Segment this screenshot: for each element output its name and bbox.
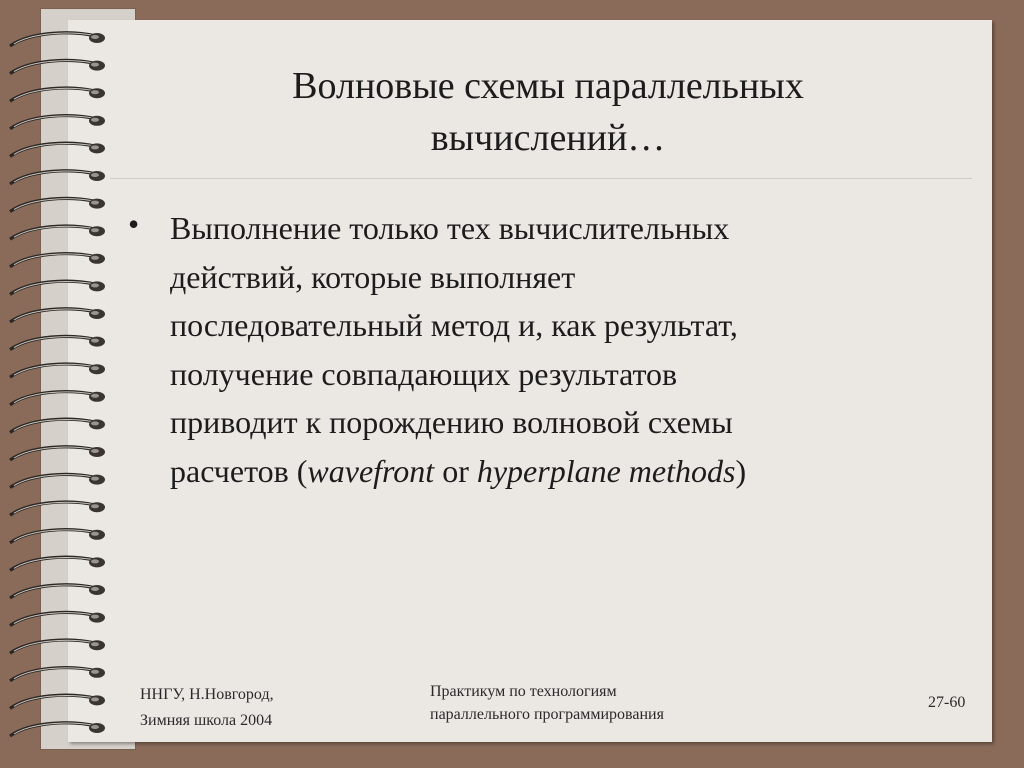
spiral-ring-icon (10, 226, 105, 239)
spiral-ring-icon (10, 640, 105, 653)
spiral-ring-icon (10, 309, 105, 322)
spiral-ring-icon (10, 116, 105, 129)
term-hyperplane-methods: hyperplane methods (476, 452, 736, 489)
title-divider (110, 178, 972, 179)
footer-event: Зимняя школа 2004 (140, 712, 273, 729)
spiral-ring-icon (10, 447, 105, 460)
spiral-ring-icon (10, 143, 105, 156)
spiral-ring-icon (10, 612, 105, 625)
line6-or: or (434, 452, 477, 489)
spiral-ring-icon (10, 474, 105, 487)
spiral-ring-icon (10, 723, 105, 736)
footer-university: ННГУ, Н.Новгород, (140, 686, 274, 703)
bullet-line-6 (170, 447, 910, 496)
bullet-line-3: последовательный метод и, как результат, (170, 307, 738, 343)
spiral-ring-icon (10, 88, 105, 101)
spiral-binding (0, 0, 120, 768)
slide-number: 27-60 (928, 694, 966, 711)
spiral-ring-icon (10, 585, 105, 598)
bullet-line-4: получение совпадающих результатов (170, 355, 678, 392)
title-line-2: вычислений… (430, 117, 666, 159)
line6-suffix: ) (735, 452, 747, 489)
spiral-ring-icon (10, 557, 105, 570)
spiral-ring-icon (10, 198, 105, 211)
line6-prefix: расчетов ( (170, 452, 308, 489)
spiral-ring-icon (10, 364, 105, 377)
bullet-point-icon: • (128, 206, 140, 242)
spiral-ring-icon (10, 336, 105, 349)
spiral-ring-icon (10, 392, 105, 405)
term-wavefront: wavefront (307, 452, 435, 489)
slide-title (168, 60, 928, 164)
footer-course (430, 680, 664, 726)
footer-course-line-1: Практикум по технологиям (430, 683, 617, 700)
bullet-line-5: приводит к порождению волновой схемы (170, 404, 733, 440)
spiral-ring-icon (10, 695, 105, 708)
spiral-ring-icon (10, 668, 105, 681)
title-line-1: Волновые схемы параллельных (292, 65, 804, 107)
spiral-ring-icon (10, 254, 105, 267)
spiral-ring-icon (10, 530, 105, 543)
spiral-ring-icon (10, 281, 105, 294)
spiral-ring-icon (10, 60, 105, 73)
spiral-ring-icon (10, 502, 105, 515)
spiral-ring-icon (10, 419, 105, 432)
spiral-ring-icon (10, 33, 105, 46)
spiral-ring-icon (10, 171, 105, 184)
bullet-line-1: Выполнение только тех вычислительных (170, 210, 730, 246)
footer-course-line-2: параллельного программирования (430, 706, 664, 723)
bullet-text (170, 204, 910, 495)
footer-affiliation (140, 682, 274, 734)
bullet-line-2: действий, которые выполняет (170, 258, 576, 295)
